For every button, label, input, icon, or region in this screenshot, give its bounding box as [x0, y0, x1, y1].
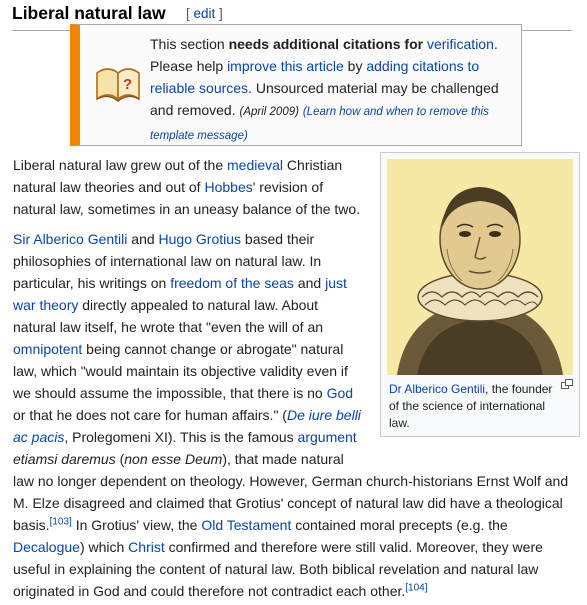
medieval-link[interactable]: medieval [227, 157, 284, 173]
argument-link[interactable]: argument [297, 429, 357, 445]
adding-citations-link[interactable]: adding citations to reliable sources [150, 58, 480, 96]
learn-remove-link[interactable]: (Learn how and when to remove this template message) [150, 106, 489, 142]
edit-link[interactable]: edit [193, 6, 216, 21]
magnify-icon[interactable] [561, 379, 573, 389]
christ-link[interactable]: Christ [128, 539, 165, 555]
god-link[interactable]: God [326, 385, 354, 401]
thumbnail-caption: Dr Alberico Gentili, the founder of the science of international law. [389, 382, 553, 430]
omnipotent-link[interactable]: omnipotent [13, 341, 83, 357]
gentili-portrait[interactable] [387, 159, 573, 375]
gentili-link[interactable]: Sir Alberico Gentili [13, 231, 128, 247]
de-iure-link[interactable]: De iure belli ac pacis [13, 407, 361, 445]
ref-104[interactable]: [104] [405, 582, 428, 594]
notice-message: This section needs additional citations for verification. Please help improve this article by adding citations to reliable sources. Unsourced material may be challenged and removed. (April 2009) (Learn how and when to remove this template message) [150, 36, 499, 142]
edit-section: [ edit ] [186, 6, 223, 21]
paragraph-1: Liberal natural law grew out of the medieval Christian natural law theories and out of Hobbes' revision of natural law, sometimes in an uneasy balance of the two. [13, 157, 361, 217]
old-testament-link[interactable]: Old Testament [201, 517, 292, 533]
ref-103[interactable]: [103] [49, 516, 72, 528]
improve-article-link[interactable]: improve this article [227, 58, 344, 74]
notice-date: (April 2009) [239, 106, 299, 118]
citation-notice-box [70, 24, 522, 146]
book-question-icon [94, 59, 142, 103]
image-thumbnail [380, 152, 580, 437]
section-title: Liberal natural law [12, 3, 166, 23]
paragraph-2: Sir Alberico Gentili and Hugo Grotius based their philosophies of international law on natural law. In particular, his writings on freedom of the seas and just war theory directly appealed to natural law. About natural law itself, he wrote that "even the will of an omnipotent being cannot change or abrogate" natural law, which "would maintain its objective validity even if we should assume the impossible, that there is no God or that he does not care for human affairs." (De iure belli ac pacis, Prolegomeni XI). This is the famous argument etiamsi daremus (non esse Deum), that made natural law no longer dependent on theology. However, German church-historians Ernst Wolf and M. Elze disagreed and claimed that Grotius' concept of natural law did have a theological basis.[103] In Grotius' view, the Old Testament contained moral precepts (e.g. the Decalogue) which Christ confirmed and therefore were still valid. Moreover, they were useful in explaining the content of natural law. Both biblical revelation and natural law originated in God and could therefore not contradict each other.[104] [13, 228, 573, 602]
just-war-link[interactable]: just war theory [13, 275, 347, 313]
decalogue-link[interactable]: Decalogue [13, 539, 80, 555]
grotius-link[interactable]: Hugo Grotius [158, 231, 242, 247]
svg-text:?: ? [123, 76, 133, 93]
hobbes-link[interactable]: Hobbes [204, 179, 253, 195]
freedom-seas-link[interactable]: freedom of the seas [170, 275, 294, 291]
caption-gentili-link[interactable]: Dr Alberico Gentili [389, 382, 486, 396]
verification-link[interactable]: verification [426, 36, 494, 52]
